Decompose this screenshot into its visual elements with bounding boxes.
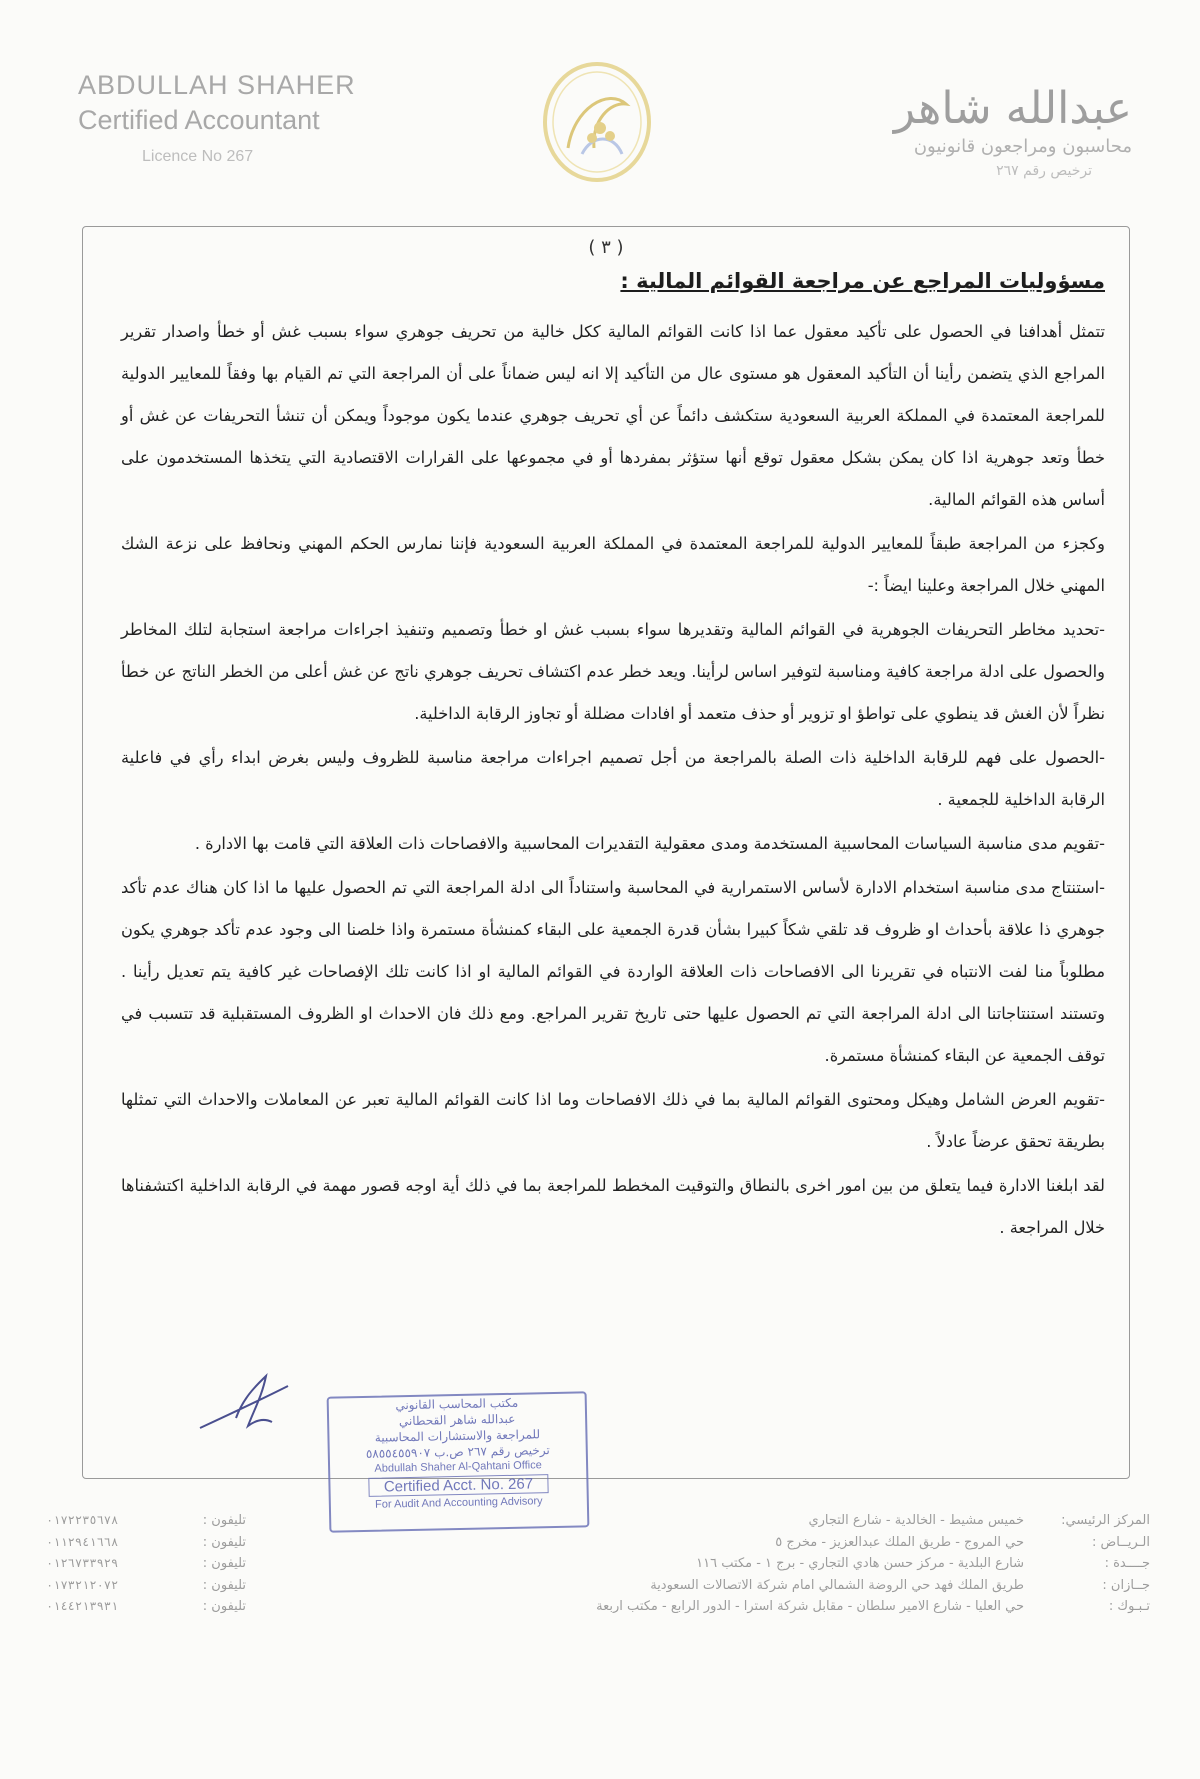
footer-row — [46, 1553, 1150, 1575]
footer-row — [46, 1596, 1150, 1618]
letterhead-english — [78, 70, 398, 166]
footer-tel-label: تليفون : — [202, 1577, 246, 1593]
footer-tel: ٠١١٢٩٤١٦٦٨ — [46, 1534, 119, 1549]
firm-title-ar: محاسبون ومراجعون قانونيون — [913, 136, 1132, 158]
footer-tel: ٠١٧٣٢١٢٠٧٢ — [46, 1577, 119, 1592]
letterhead-arabic — [802, 83, 1132, 180]
footer-city: جــازان : — [1102, 1577, 1150, 1593]
stamp-line-en: For Audit And Accounting Advisory — [374, 1495, 543, 1511]
document-frame — [82, 226, 1130, 1479]
footer-city: المركز الرئيسي: — [1061, 1513, 1150, 1528]
signature — [196, 1366, 296, 1446]
footer-tel-label: تليفون : — [202, 1599, 246, 1614]
stamp-line-en: Abdullah Shaher Al-Qahtani Office — [374, 1459, 542, 1475]
footer-address: شارع البلدية - مركز حسن هادي التجاري - برج ١ - مكتب ١١٦ — [696, 1556, 1024, 1571]
footer-tel-label: تليفون : — [202, 1513, 246, 1528]
paragraph: وكجزء من المراجعة طبقاً للمعايير الدولية للمراجعة المعتمدة في المملكة العربية السعودية فإننا نمارس الحكم المهني ونحافظ على نزعة الشك المهني خلال المراجعة وعلينا ايضاً :- — [121, 534, 1105, 595]
licence-ar: ترخيص رقم ٢٦٧ — [996, 163, 1092, 180]
footer-address: خميس مشيط - الخالدية - شارع التجاري — [808, 1513, 1024, 1528]
footer-city: جــــدة : — [1104, 1556, 1150, 1571]
footer-address: طريق الملك فهد حي الروضة الشمالي امام شركة الاتصالات السعودية — [650, 1577, 1024, 1593]
stamp-line: مكتب المحاسب القانوني — [395, 1395, 519, 1413]
document-body — [121, 311, 1105, 1251]
paragraph: لقد ابلغنا الادارة فيما يتعلق من بين امور اخرى بالنطاق والتوقيت المخطط للمراجعة بما في ذلك أية اوجه قصور مهمة في الرقابة الداخلية اكتشفناها خلال المراجعة . — [121, 1176, 1105, 1237]
paragraph: -تقويم العرض الشامل وهيكل ومحتوى القوائم المالية بما في ذلك الافصاحات وما اذا كانت القوائم المالية تعبر عن المعاملات والاحداث التي تمثلها بطريقة تحقق عرضاً عادلاً . — [121, 1090, 1105, 1151]
page-number: ( ٣ ) — [588, 237, 624, 258]
footer-tel-label: تليفون : — [202, 1556, 246, 1571]
footer-city: تـبـوك : — [1108, 1599, 1150, 1614]
footer-address: حي المروج - طريق الملك عبدالعزيز - مخرج ٥ — [775, 1534, 1024, 1550]
firm-title-en: Certified Accountant — [78, 105, 320, 135]
paragraph: -تحديد مخاطر التحريفات الجوهرية في القوائم المالية وتقديرها سواء بسبب غش او خطأ وتصميم وتنفيذ اجراءات مراجعة استجابة لتلك المخاطر والحصول على ادلة مراجعة كافية ومناسبة لتوفير اساس لرأينا. ويعد خطر عدم اكتشاف تحريف جوهري ناتج عن غش أعلى من الخطر الناتج عن خطأ نظراً لأن الغش قد ينطوي على تواطؤ او تزوير أو حذف متعمد أو افادات مضللة أو تجاوز الرقابة الداخلية. — [121, 620, 1105, 723]
footer-row — [46, 1575, 1150, 1597]
stamp-line: ترخيص رقم ٢٦٧ ص.ب ٥٨٥٥٤٥٥٩٠٧ — [365, 1443, 550, 1461]
firm-name-ar: عبدالله شاهر — [893, 83, 1132, 134]
firm-name-en: ABDULLAH SHAHER — [78, 70, 356, 100]
footer-row — [46, 1510, 1150, 1532]
paragraph: -الحصول على فهم للرقابة الداخلية ذات الصلة بالمراجعة من أجل تصميم اجراءات مراجعة مناسبة للظروف وليس بغرض ابداء رأي في فاعلية الرقابة الداخلية للجمعية . — [121, 748, 1105, 809]
paragraph: -استنتاج مدى مناسبة استخدام الادارة لأساس الاستمرارية في المحاسبة واستناداً الى ادلة المراجعة التي تم الحصول عليها ما اذا كان هناك عدم تأكد جوهري ذا علاقة بأحداث او ظروف قد تلقي شكاً كبيرا بشأن قدرة الجمعية على البقاء كمنشأة مستمرة واذا خلصنا الى وجود عدم تأكد جوهري يكون مطلوباً منا لفت الانتباه في تقريرنا الى الافصاحات ذات العلاقة الواردة في القوائم المالية او اذا كانت تلك الإفصاحات غير كافية يتم تعديل رأينا . وتستند استنتاجاتنا الى ادلة المراجعة التي تم الحصول عليها حتى تاريخ تقرير المراجع. ومع ذلك فان الاحداث او الظروف المستقبلية قد تتسبب في توقف الجمعية عن البقاء كمنشأة مستمرة. — [121, 878, 1105, 1065]
footer-tel: ٠١٧٢٢٣٥٦٧٨ — [46, 1513, 119, 1527]
stamp-line: للمراجعة والاستشارات المحاسبية — [374, 1427, 541, 1445]
paragraph: -تقويم مدى مناسبة السياسات المحاسبية المستخدمة ومدى معقولية التقديرات المحاسبية والافصاحات ذات العلاقة التي قامت بها الادارة . — [194, 834, 1105, 853]
stamp-cert-number: Certified Acct. No. 267 — [369, 1474, 549, 1497]
footer-tel: ٠١٢٦٧٣٣٩٢٩ — [46, 1556, 119, 1570]
section-heading: مسؤوليات المراجع عن مراجعة القوائم المالية : — [620, 269, 1105, 293]
stamp-line: عبدالله شاهر القحطاني — [398, 1411, 516, 1429]
licence-en: Licence No 267 — [142, 148, 254, 165]
footer-row — [46, 1532, 1150, 1554]
footer-tel: ٠١٤٤٢١٣٩٣١ — [46, 1599, 119, 1613]
firm-logo — [538, 58, 656, 186]
footer-addresses — [46, 1510, 1150, 1618]
paragraph: تتمثل أهدافنا في الحصول على تأكيد معقول عما اذا كانت القوائم المالية ككل خالية من تحريف جوهري سواء بسبب غش أو خطأ واصدار تقرير المراجع الذي يتضمن رأينا أن التأكيد المعقول هو مستوى عال من التأكيد إلا انه ليس ضماناً على أن المراجعة التي تم القيام بها وفقاً للمعايير الدولية للمراجعة المعتمدة في المملكة العربية السعودية ستكشف دائماً عن أي تحريف جوهري عندما يكون موجوداً ويمكن أن تنشأ التحريفات عن غش أو خطأ وتعد جوهرية اذا كان يمكن بشكل معقول توقع أنها ستؤثر بمفردها أو في مجموعها على القرارات الاقتصادية التي يتخذها المستخدمون على أساس هذه القوائم المالية. — [121, 322, 1105, 509]
footer-tel-label: تليفون : — [202, 1534, 246, 1550]
footer-city: الـريــاض : — [1092, 1534, 1150, 1550]
footer-address: حي العليا - شارع الامير سلطان - مقابل شركة استرا - الدور الرابع - مكتب اربعة — [596, 1599, 1024, 1614]
